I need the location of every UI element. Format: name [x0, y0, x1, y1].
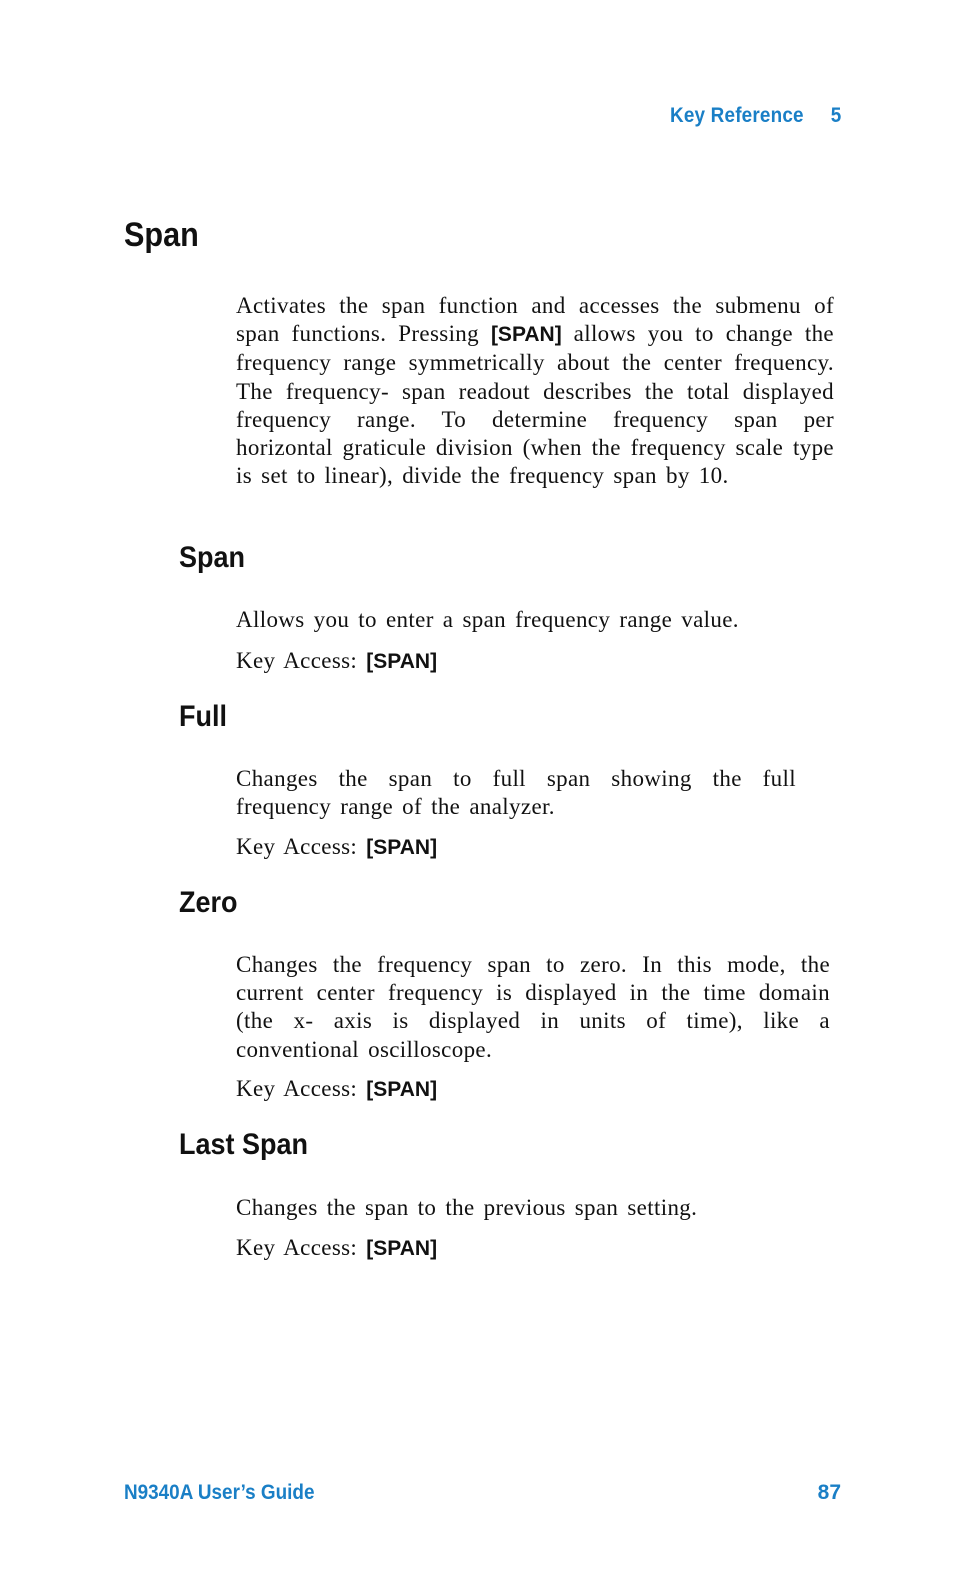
- section-description-last-span: Changes the span to the previous span setting.: [236, 1195, 698, 1220]
- key-access-label: Key Access:: [236, 648, 358, 673]
- section-description-zero: Changes the frequency span to zero. In this mode, the current center frequency is displayed in the time domain (the x- axis is displayed in units of time), like a conventional oscilloscope.: [236, 952, 830, 1062]
- key-access-label: Key Access:: [236, 1235, 358, 1260]
- key-access-span: [236, 647, 834, 676]
- key-access-last-span: [236, 1234, 834, 1263]
- header-section-title: Key Reference: [669, 104, 804, 127]
- key-access-full: [236, 833, 834, 862]
- key-access-key: [SPAN]: [366, 1078, 438, 1101]
- intro-key: [SPAN]: [490, 323, 562, 347]
- header-chapter-number: 5: [830, 104, 841, 127]
- section-heading-last-span: Last Span: [179, 1128, 309, 1161]
- intro-text-after-key: allows you to change the frequency range symmetrically about the center frequency. The frequency- span readout describes the total displayed frequency range. To determine frequency span per horizontal graticule division (when the frequency scale type is set to linear), divide the frequency span by 10.: [236, 321, 834, 489]
- key-access-key: [SPAN]: [366, 650, 438, 673]
- intro-paragraph: [236, 292, 834, 490]
- key-access-label: Key Access:: [236, 834, 358, 859]
- key-access-label: Key Access:: [236, 1076, 358, 1101]
- key-access-key: [SPAN]: [366, 836, 438, 859]
- footer-guide-title: N9340A User’s Guide: [124, 1481, 315, 1504]
- section-heading-zero: Zero: [179, 886, 238, 919]
- section-description-span: Allows you to enter a span frequency range value.: [236, 607, 739, 632]
- section-heading-span: Span: [179, 541, 246, 574]
- section-description-full: Changes the span to full span showing the full frequency range of the analyzer.: [236, 766, 796, 820]
- running-header: [670, 104, 841, 128]
- key-access-zero: [236, 1075, 834, 1104]
- key-access-key: [SPAN]: [366, 1237, 438, 1260]
- footer-page-number: 87: [817, 1481, 841, 1504]
- page-title: Span: [124, 216, 199, 254]
- section-heading-full: Full: [179, 700, 227, 733]
- intro-text-before-key: Activates the span function and accesses the submenu of span functions. Pressing: [236, 293, 834, 347]
